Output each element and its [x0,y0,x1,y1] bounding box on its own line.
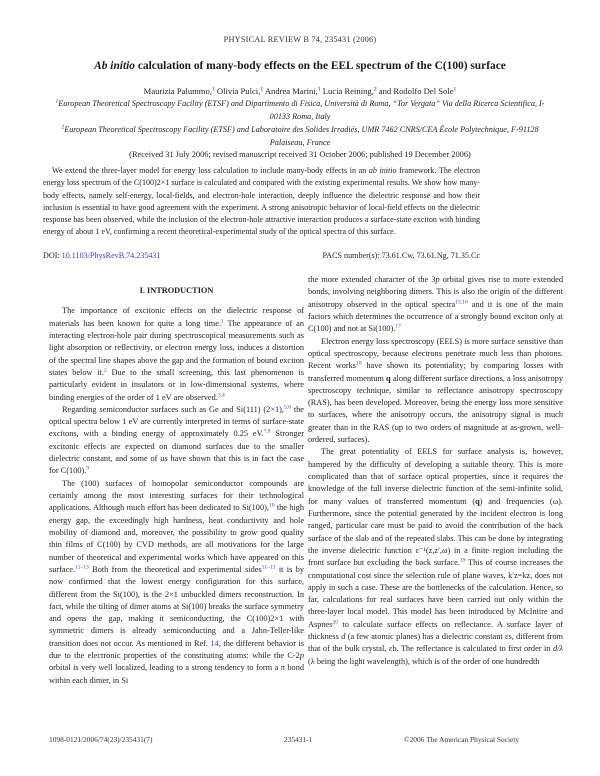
copyright: ©2006 The American Physical Society [404,735,520,744]
citation-link[interactable]: 9 [86,465,90,472]
affiliation-text: European Theoretical Spectroscopy Facility (ETSF) and Dipartimento di Fisica, Università di Roma, “Tor Vergata” Via della Ricerca Scientifica, I-00133 Roma, Italy [58,99,545,121]
citation-link[interactable]: 17 [395,323,401,330]
left-column [49,285,304,687]
footer-issn: 1098-0121/2006/74(23)/235431(7) [49,735,153,744]
doi-pacs-row [43,251,480,260]
text: along different surface directions, a loss anisotropy spectroscopy technique, similar to reflectance anisotropy spectroscopy (RAS), has been developed. Moreover, being the energy loss more sensitive to surfaces, where the anisotropy occurs, the anisotropy signal is much greater than in the RAS (up to two orders of magnitude at as-grown, well-ordered, surfaces). [308,373,563,445]
citation-link[interactable]: 20 [332,619,339,626]
paragraph [49,305,304,404]
citation-link[interactable]: 10 [268,502,275,509]
citation-link[interactable]: 5,6 [284,404,291,411]
text: orbital is very well localized, leading to a strong tendency to form a π bond within each dimer, in Si [49,663,304,685]
paper-title [0,60,600,72]
running-head: PHYSICAL REVIEW B 74, 235431 (2006) [223,35,377,44]
text: it is by now confirmed that the lowest energy configuration for this surface, different from the Si(100), is the 2×1 unbuckled dimers reconstruction. In fact, while the tilting of dimer atoms at Si(100) breaks the surface symmetry and opens the gap, making it semiconducting, the C(100)2×1 with symmetric dimers is already semiconducting and a Jahn-Teller-like transition does not occur. As mentioned in Ref. [49,564,304,648]
page-number: 235431-1 [284,735,313,744]
paragraph [49,404,304,478]
citation-link[interactable]: 11–13 [75,564,89,571]
citation-link[interactable]: 3,4 [217,392,225,398]
text: The appearance of an interacting electron-hole pair during spectroscopical measurements such as light absorption or reflectivity, or electron energy loss, induces a distortion of the spectral line shapes above the gap and the formation of bound exciton states below it. [49,318,304,377]
paragraph [308,446,563,668]
bold-symbol: q [475,496,480,506]
right-column [308,274,563,668]
text: ) and frequencies (ω). Furthermore, since the potential generated by the incident electron is long ranged, particular care must be paid to avoid the contribution of the back surface of the slab and of the repeated slabs. This can be done by integrating the inverse dielectric function ε⁻¹(z,z′,ω) in a finite region including the front surface but excluding the back surface. [308,496,563,568]
text: to calculate surface effects on reflectance. A surface layer of thickness [308,619,563,642]
author: and Rodolfo Del Sole [378,86,454,96]
text: the optical spectra below 1 eV are currently interpreted in terms of surface-state excitons, with a binding energy of approximately 0.25 eV. [49,404,304,439]
affiliation-mark: 2 [373,86,377,93]
paragraph [49,478,304,687]
affiliation-2 [50,124,550,150]
text: (a few atomic planes) has a dielectric constant εs, different from that of the bulk crystal, εb. The reflectance is calculated to first order in [308,632,563,654]
author-list [0,86,600,96]
author: Maurizia Palummo, [143,86,212,96]
author: Olivia Pulci, [216,86,261,96]
italic-symbol: p [435,275,440,284]
affiliation-mark: 1 [317,86,321,93]
italic-symbol: d [341,632,346,642]
paragraph [308,336,563,447]
text: Stronger excitonic effects are expected on diamond surfaces due to the smaller dielectric constant, and some of us have shown that this is in fact the case for C(100). [49,429,304,476]
citation-link[interactable]: 7,8 [263,428,271,435]
bold-symbol: q [386,373,391,383]
reference-link[interactable]: 14 [210,638,219,648]
affiliation-mark: 1 [260,86,264,93]
doi-link[interactable]: 10.1103/PhysRevB.74.235431 [61,251,161,260]
text: the high energy gap, the exceedingly high hardness, heat conductivity and hole mobility of diamond and, moreover, the possibility to grow good quality thin films of C(100) by CVD methods, are all motivations for the large number of theoretical and experimental works which have appeared on this surface. [49,503,304,574]
citation-link[interactable]: 2 [103,367,107,374]
section-heading: I. INTRODUCTION [139,286,214,295]
author: Andrea Marini, [264,86,318,96]
abstract-text: We extend the three-layer model for energy loss calculation to include many-body effects in an [52,166,369,175]
pacs-numbers: PACS number(s): 73.61.Cw, 73.61.Ng, 71.35.Cc [322,251,480,260]
citation-link[interactable]: 15,16 [455,299,468,306]
affiliation-text: European Theoretical Spectroscopy Facility (ETSF) and Laboratoire des Solides Irradiés, UMR 7462 CNRS/CEA École Polytechnique, F-91128 Palaiseau, France [64,125,539,147]
affiliation-mark: 1 [453,86,457,93]
citation-link[interactable]: 1 [221,318,224,325]
abstract-italic: ab initio [368,166,397,175]
text: Regarding semiconductor surfaces such as Ge and Si(111) (2×1), [62,404,284,414]
affiliation-mark: 1 [211,86,215,93]
citation-link[interactable]: 19 [459,557,466,564]
author: Lucia Reining, [322,86,374,96]
text: This of course increases the computational cost since the selection rule of plane waves, k′z=kz, does not apply in such a case. These are the bottlenecks of the calculation. Hence, so far, calculations for real surfaces have been carried out only within the three-layer local model. This model has been introduced by McIntire and Aspnes [308,558,563,629]
affiliation-number: 2 [61,124,65,131]
doi-label: DOI: [43,251,62,260]
text: have shown its potentiality; by comparing losses with transferred momentum [308,361,563,383]
abstract-text: framework. The electron energy loss spectrum of the C(100)2×1 surface is calculated and compared with the existing experimental results. We show how many-body effects, namely self-energy, local-fields, and electron-hole interaction, deeply influence the dielectric response and how their inclusion is essential to have good agreement with the experiment. A strong anisotropic behavior of local-field effects on the dielectric response has been observed, while the inclusion of the electron-hole attractive interaction produces a surface-state exciton with binding energy of about 1 eV, confirming a recent theoretical-experimental study of the optical spectra of this surface. [43,166,480,237]
received-dates: (Received 31 July 2006; revised manuscript received 31 October 2006; published 19 December 2006) [129,150,471,159]
text: orbital gives rise to more extended bonds, involving neighboring dimers. This is also the origin of the different anisotropy observed in the optical spectra [308,275,563,309]
text: Due to the small screening, this last phenomenon is particularly evident in insulators or in low-dimensional systems, where binding energies of the order of 1 eV are observed. [49,367,304,402]
title-italic: Ab initio [94,60,136,72]
affiliation-1 [50,98,550,124]
paragraph [308,274,563,336]
text: and it is one of the main factors which determines the occurrence of a strongly bound exciton only at C(100) and not at Si(100). [308,299,563,334]
text: The importance of excitonic effects on the dielectric response of materials has been known for quite a long time. [49,306,304,328]
citation-link[interactable]: 11–13 [261,564,276,571]
text: (λ being the light wavelength), which is of the order of one hundredth [308,656,540,666]
italic-symbol: d/λ [552,644,563,654]
italic-symbol: p [299,651,304,661]
text: The great potentiality of EELS for surface analysis is, however, hampered by the difficulty of developing a suitable theory. This is more complicated than that of surface optical properties, since it requires the knowledge of the full inverse dielectric function of the semi-infinite solid, for many values of transferred momentum ( [308,447,563,506]
text: the more extended character of the 3 [308,275,436,284]
citation-link[interactable]: 18 [356,360,362,367]
text: The (100) surfaces of homopolar semiconductor compounds are certainly among the most interesting surfaces for their technological applications. Although much effort has been dedicated to Si(100), [49,478,304,513]
affiliation-number: 1 [55,98,59,105]
abstract [43,165,480,239]
text: Both from the theoretical and experimental sides [88,564,262,574]
text: Electron energy loss spectroscopy (EELS) is more surface sensitive than optical spectroscopy, because electrons penetrate much less than photons. Recent works [308,336,563,371]
text: , the different behavior is due to the electronic properties of the constituting atoms: while the C-2 [49,638,305,661]
title-rest: calculation of many-body effects on the EEL spectrum of the C(100) surface [135,60,506,72]
